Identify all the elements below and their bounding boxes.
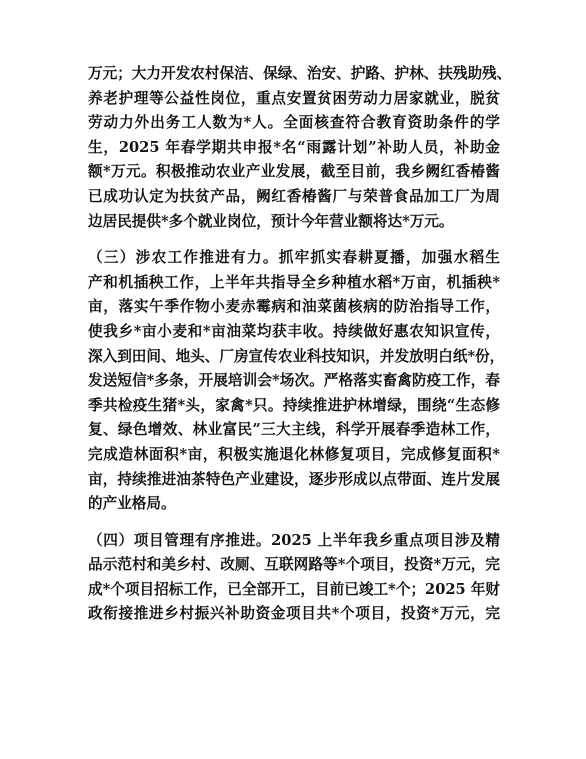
text-line: 使我乡*亩小麦和*亩油菜均获丰收。持续做好惠农知识宣传， — [88, 322, 500, 340]
document-body — [88, 62, 512, 627]
text-line: 产和机插秧工作，上半年共指导全乡种植水稻*万亩，机插秧* — [88, 273, 500, 291]
text-line: 边居民提供*多个就业岗位，预计今年营业额将达*万元。 — [88, 212, 454, 230]
text-line: 亩，落实午季作物小麦赤霉病和油菜菌核病的防治指导工作， — [88, 298, 500, 316]
paragraph-spacer — [88, 234, 500, 246]
paragraph-agriculture-work — [88, 246, 505, 517]
paragraph-employment-assistance — [88, 62, 512, 234]
text-line: 季共检疫生猪*头，家禽*只。持续推进护林增绿，围绕“生态修 — [88, 396, 500, 414]
text-line: 深入到田间、地头、厂房宣传农业科技知识，并发放明白纸*份， — [88, 347, 505, 365]
text-line: 生，2025 年春学期共申报*名“雨露计划”补助人员，补助金 — [88, 138, 500, 156]
paragraph-spacer — [88, 517, 500, 529]
text-line: 品示范村和美乡村、改厕、互联网路等*个项目，投资*万元，完 — [88, 556, 500, 574]
text-line: 劳动力外出务工人数为*人。全面核查符合教育资助条件的学 — [88, 114, 500, 132]
text-line: 额*万元。积极推动农业产业发展，截至目前，我乡阙红香椿酱 — [88, 163, 500, 181]
text-line: 复、绿色增效、林业富民”三大主线，科学开展春季造林工作， — [88, 421, 500, 439]
text-line: （三）涉农工作推进有力。抓牢抓实春耕夏播，加强水稻生 — [88, 249, 500, 267]
text-line: 发送短信*多条，开展培训会*场次。严格落实畜禽防疫工作，春 — [88, 372, 500, 390]
text-line: 万元；大力开发农村保洁、保绿、治安、护路、护林、扶残助残、 — [88, 65, 512, 82]
text-line: 完成造林面积*亩，积极实施退化林修复项目，完成修复面积* — [88, 445, 500, 463]
text-line: （四）项目管理有序推进。2025 上半年我乡重点项目涉及精 — [88, 531, 500, 549]
text-line: 亩，持续推进油茶特色产业建设，逐步形成以点带面、连片发展 — [88, 470, 500, 488]
text-line: 政衔接推进乡村振兴补助资金项目共*个项目，投资*万元，完 — [88, 605, 500, 623]
text-line: 成*个项目招标工作，已全部开工，目前已竣工*个；2025 年财 — [88, 580, 500, 598]
text-line: 养老护理等公益性岗位，重点安置贫困劳动力居家就业，脱贫 — [88, 89, 500, 107]
text-line: 已成功认定为扶贫产品，阙红香椿酱厂与荣普食品加工厂为周 — [88, 187, 500, 205]
text-line: 的产业格局。 — [88, 495, 176, 513]
paragraph-project-management — [88, 529, 500, 627]
